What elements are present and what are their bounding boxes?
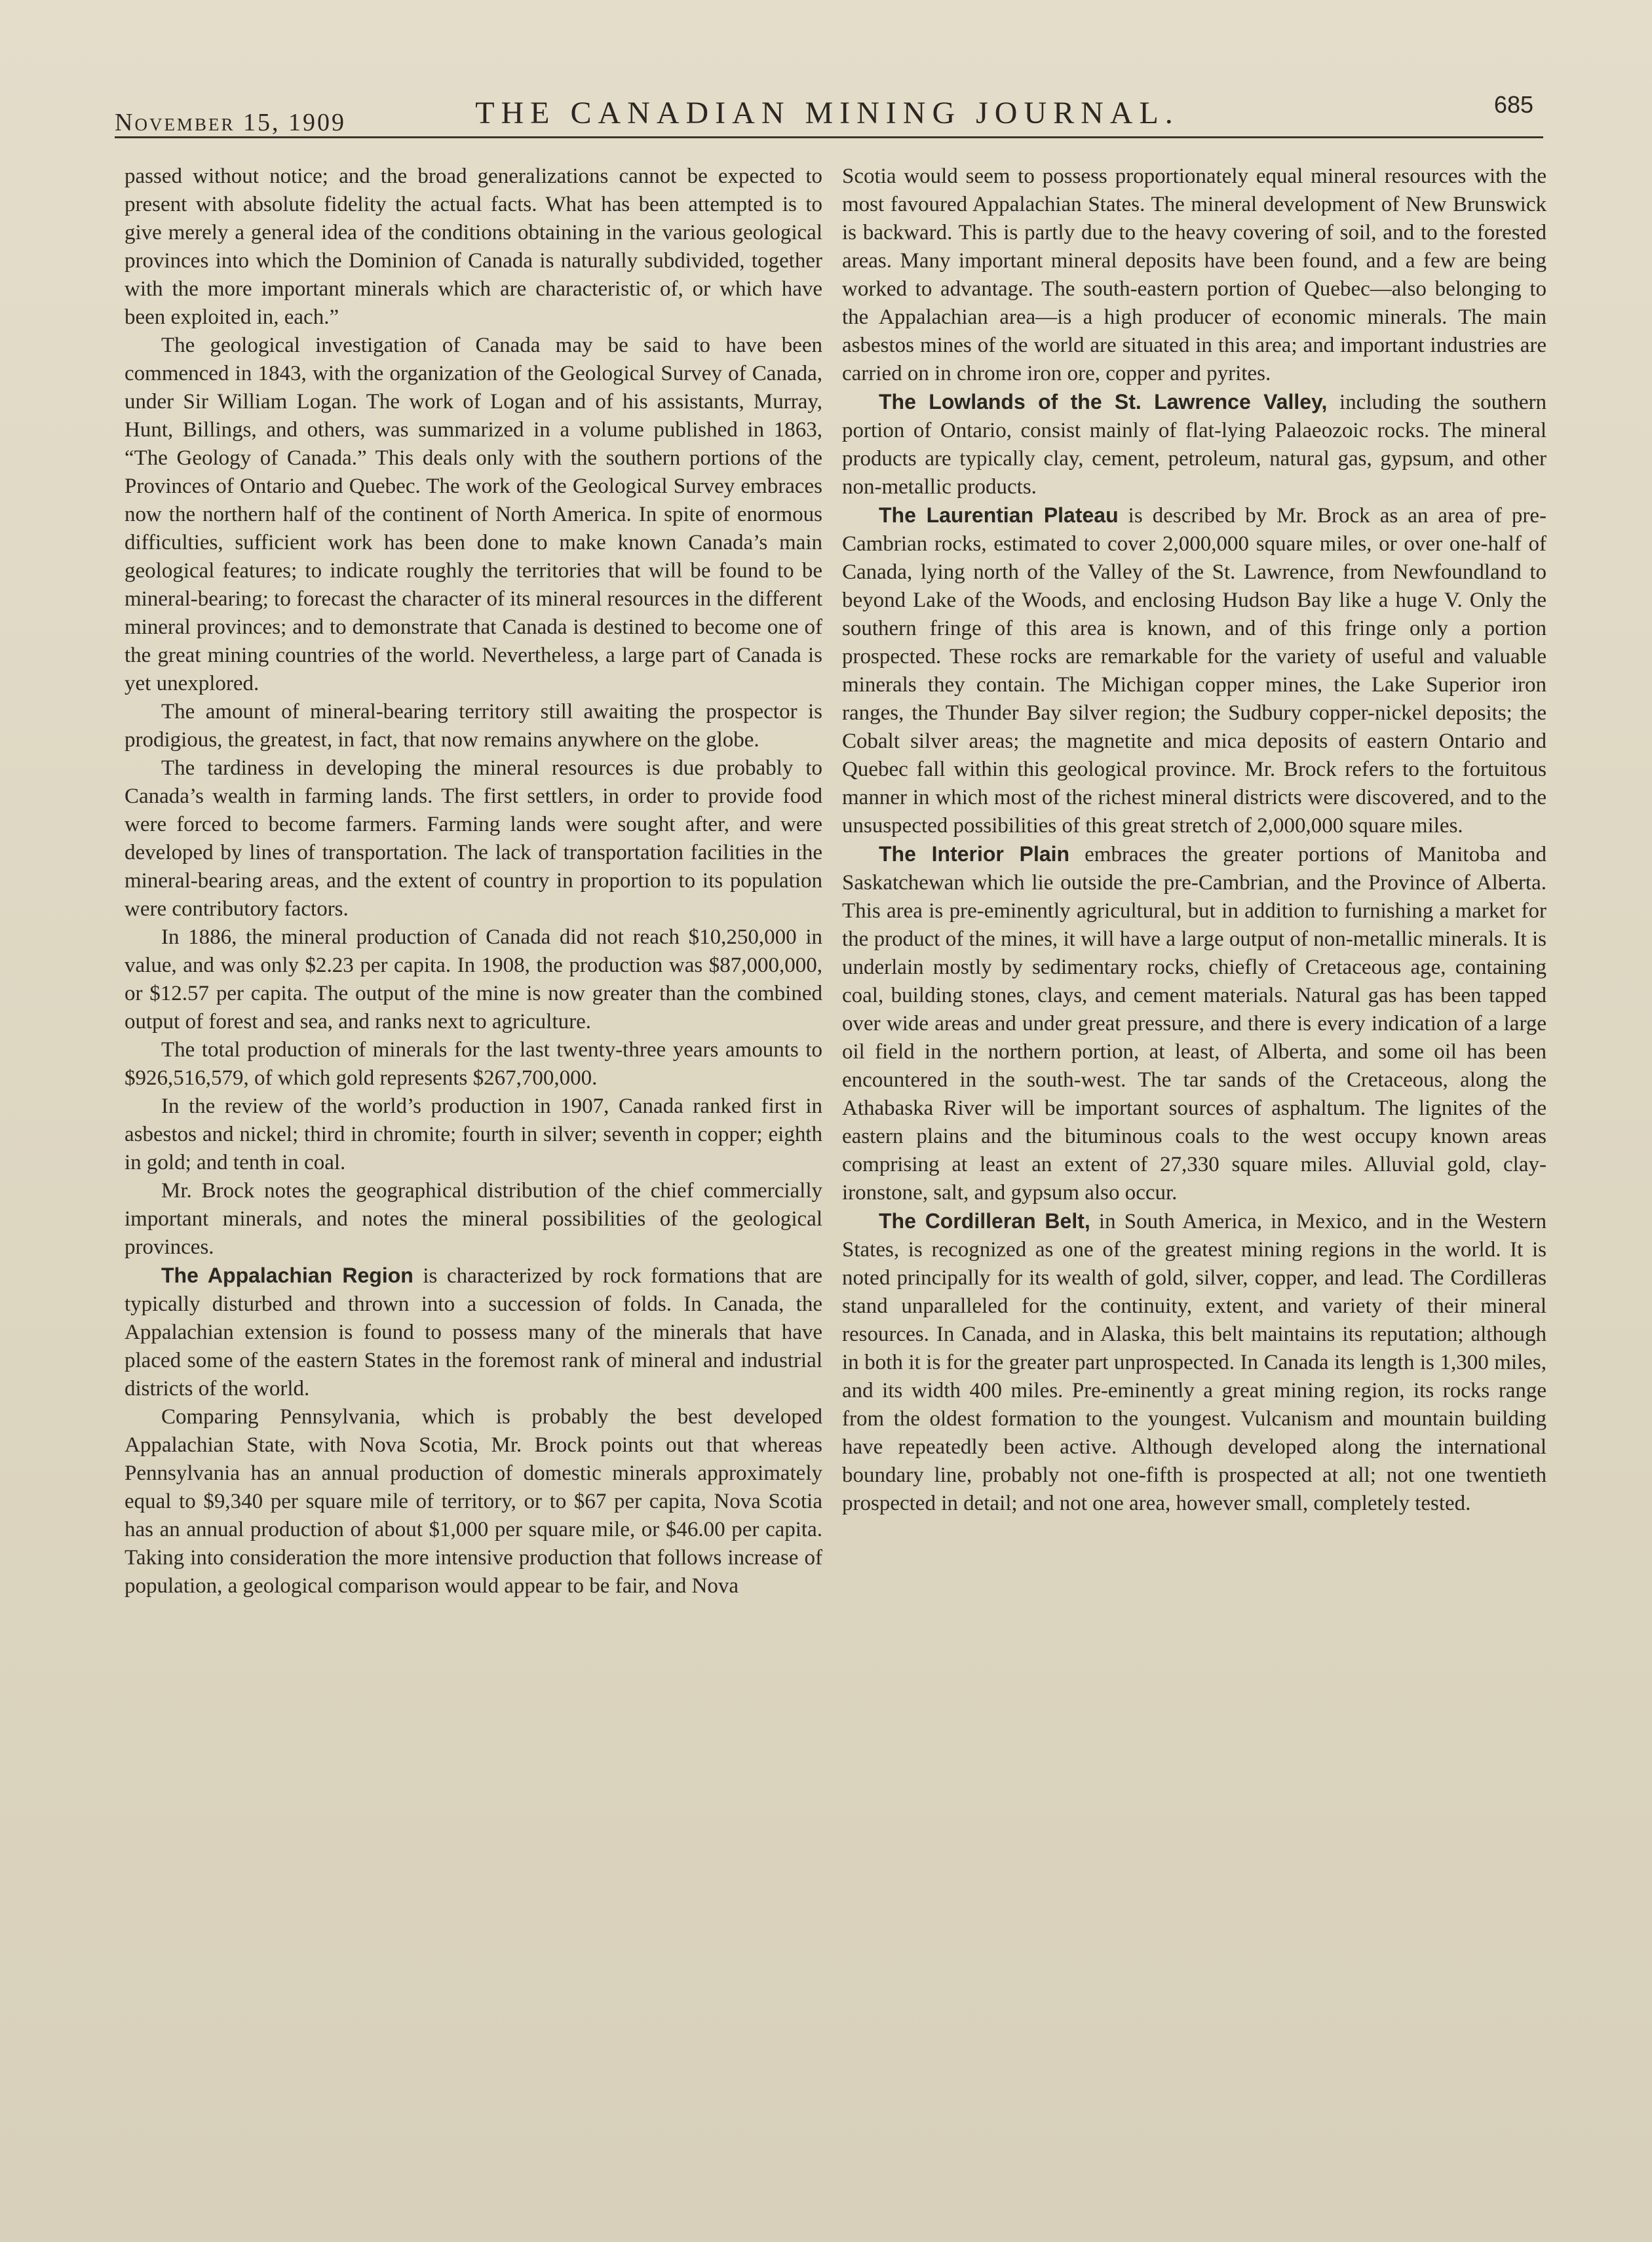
page-number: 685 [1493, 91, 1533, 118]
paragraph-text: embraces the greater portions of Manitoba and Saskatchewan which lie outside the pre-Cambrian, and the Province of Alberta. This area is pre-eminently agricultural, but in addition to furnishing a market for the product of the mines, it will have a large output of non-metallic minerals. It is underlain mostly by sedimentary rocks, chiefly of Cretaceous age, containing coal, building stones, clays, and cement materials. Natural gas has been tapped over wide areas and under great pressure, and there is every indication of a large oil field in the northern portion, at least, of Alberta, and some oil has been encountered in the south-west. The tar sands of the Cretaceous, along the Athabaska River will be important sources of asphaltum. The lignites of the eastern plains and the bituminous coals to the west occupy known areas comprising at least an extent of 27,330 square miles. Alluvial gold, clay-ironstone, salt, and gypsum also occur. [842, 843, 1546, 1205]
paragraph: The geological investigation of Canada may be said to have been commenced in 1843, with the organization of the Geological Survey of Canada, under Sir William Logan. The work of Logan and of his assistants, Murray, Hunt, Billings, and others, was summarized in a volume published in 1863, “The Geology of Canada.” This deals only with the southern portions of the Provinces of Ontario and Quebec. The work of the Geological Survey embraces now the northern half of the continent of North America. In spite of enormous difficulties, sufficient work has been done to make known Canada’s main geological features; to indicate roughly the territories that will be found to be mineral-bearing; to forecast the character of its mineral resources in the different mineral provinces; and to demonstrate that Canada is destined to become one of the great mining countries of the world. Nevertheless, a large part of Canada is yet unexplored. [125, 334, 822, 695]
paragraph [125, 1262, 822, 1403]
paragraph: Mr. Brock notes the geographical distribution of the chief commercially important minerals, and notes the mineral possibilities of the geological provinces. [125, 1179, 822, 1259]
right-column [842, 163, 1546, 2181]
paragraph: The amount of mineral-bearing territory still awaiting the prospector is prodigious, the greatest, in fact, that now remains anywhere on the globe. [125, 700, 822, 752]
paragraph-text: is described by Mr. Brock as an area of pre-Cambrian rocks, estimated to cover 2,000,000 square miles, or over one-half of Canada, lying north of the Valley of the St. Lawrence, from Newfoundland to beyond Lake of the Woods, and enclosing Hudson Bay like a huge V. Only the southern fringe of this area is known, and of this fringe only a portion prospected. These rocks are remarkable for the variety of useful and valuable minerals they contain. The Michigan copper mines, the Lake Superior iron ranges, the Thunder Bay silver region; the Sudbury copper-nickel deposits; the Cobalt silver areas; the magnetite and mica deposits of eastern Ontario and Quebec fall within this geological province. Mr. Brock refers to the fortuitous manner in which most of the richest mineral districts were discovered, and to the unsuspected possibilities of this great stretch of 2,000,000 square miles. [842, 504, 1546, 838]
paragraph-text: is characterized by rock formations that are typically disturbed and thrown into a succession of folds. In Canada, the Appalachian extension is found to possess many of the minerals that have placed some of the eastern States in the foremost rank of mineral and industrial districts of the world. [125, 1264, 822, 1401]
section-heading: The Laurentian Plateau [879, 503, 1119, 527]
paragraph [842, 501, 1546, 840]
section-heading: The Appalachian Region [161, 1264, 413, 1287]
paragraph-text: in South America, in Mexico, and in the Western States, is recognized as one of the greatest mining regions in the world. It is noted principally for its wealth of gold, silver, copper, and lead. The Cordilleras stand unparalleled for the continuity, extent, and variety of their mineral resources. In Canada, and in Alaska, this belt maintains its reputation; although in both it is for the greater part unprospected. In Canada its length is 1,300 miles, and its width 400 miles. Pre-eminently a great mining region, its rocks range from the oldest formation to the youngest. Vulcanism and mountain building have repeatedly been active. Although developed along the international boundary line, probably not one-fifth is prospected at all; not one twentieth prospected in detail; and not one area, however small, completely tested. [842, 1210, 1546, 1515]
page-header [115, 88, 1540, 141]
paragraph [842, 1207, 1546, 1518]
issue-date: November 15, 1909 [115, 109, 346, 136]
paragraph-text: including the southern portion of Ontario, consist mainly of flat-lying Palaeozoic rocks. The mineral products are typically clay, cement, petroleum, natural gas, gypsum, and other non-metallic products. [842, 391, 1546, 499]
paragraph [842, 840, 1546, 1207]
section-heading: The Lowlands of the St. Lawrence Valley, [879, 390, 1328, 414]
section-heading: The Cordilleran Belt, [879, 1209, 1090, 1233]
paragraph: The total production of minerals for the last twenty-three years amounts to $926,516,579, of which gold represents $267,700,000. [125, 1038, 822, 1090]
paragraph: Comparing Pennsylvania, which is probably the best developed Appalachian State, with Nova Scotia, Mr. Brock points out that whereas Pennsylvania has an annual production of domestic minerals approximately equal to $9,340 per square mile of territory, or to $67 per capita, Nova Scotia has an annual production of about $1,000 per square mile, or $46.00 per capita. Taking into consideration the more intensive production that follows increase of population, a geological comparison would appear to be fair, and Nova [125, 1405, 822, 1598]
section-heading: The Interior Plain [879, 842, 1070, 866]
header-rule [115, 136, 1543, 138]
paragraph: In 1886, the mineral production of Canada did not reach $10,250,000 in value, and was only $2.23 per capita. In 1908, the production was $87,000,000, or $12.57 per capita. The output of the mine is now greater than the combined output of forest and sea, and ranks next to agriculture. [125, 925, 822, 1034]
paragraph: The tardiness in developing the mineral resources is due probably to Canada’s wealth in farming lands. The first settlers, in order to provide food were forced to become farmers. Farming lands were sought after, and were developed by lines of transportation. The lack of transportation facilities in the mineral-bearing areas, and the extent of country in proportion to its population were contributory factors. [125, 756, 822, 921]
paragraph: Scotia would seem to possess proportionately equal mineral resources with the most favoured Appalachian States. The mineral development of New Brunswick is backward. This is partly due to the heavy covering of soil, and to the forested areas. Many important mineral deposits have been found, and a few are being worked to advantage. The south-eastern portion of Quebec—also belonging to the Appalachian area—is a high producer of economic minerals. The main asbestos mines of the world are situated in this area; and important industries are carried on in chrome iron ore, copper and pyrites. [842, 164, 1546, 385]
paragraph: In the review of the world’s production in 1907, Canada ranked first in asbestos and nickel; third in chromite; fourth in silver; seventh in copper; eighth in gold; and tenth in coal. [125, 1094, 822, 1174]
journal-title: THE CANADIAN MINING JOURNAL. [475, 96, 1180, 130]
left-column [125, 163, 822, 2181]
paragraph: passed without notice; and the broad generalizations cannot be expected to present with absolute fidelity the actual facts. What has been attempted is to give merely a general idea of the conditions obtaining in the various geological provinces into which the Dominion of Canada is naturally subdivided, together with the more important minerals which are characteristic of, or which have been exploited in, each.” [125, 164, 822, 329]
paragraph [842, 388, 1546, 501]
